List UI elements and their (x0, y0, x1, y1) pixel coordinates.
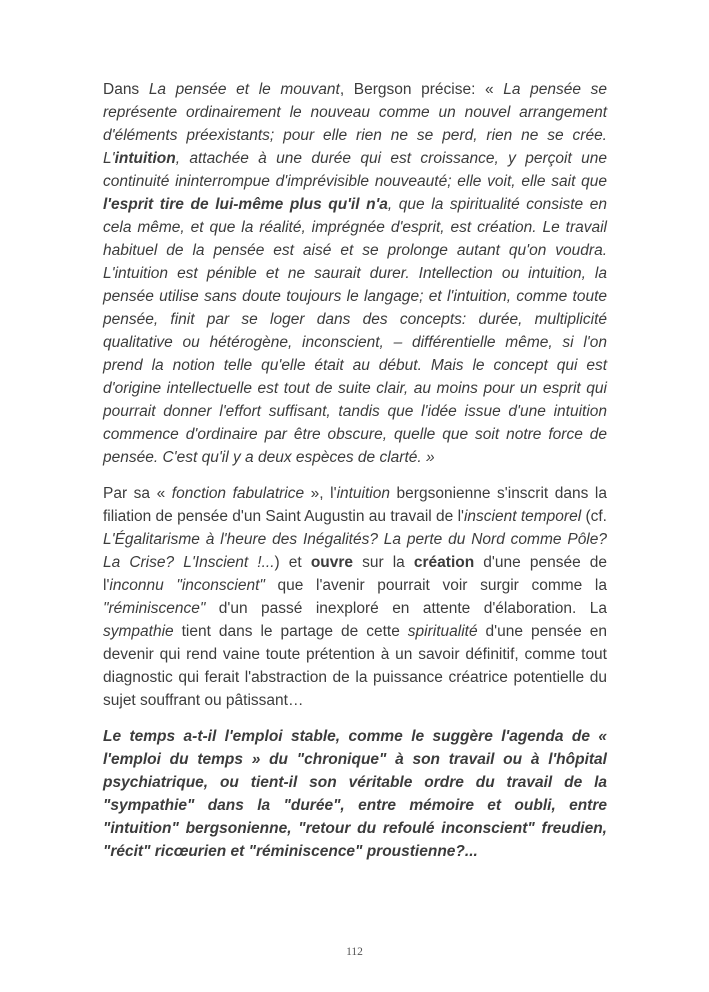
text-segment: fonction fabulatrice (171, 485, 305, 502)
text-segment: que l'avenir pourrait voir surgir comme la (264, 577, 607, 594)
text-segment: La pensée se représente ordinairement le nouveau comme un nouvel arrangement d'éléments préexistants; pour elle rien ne se perd, rien ne se crée. L' (103, 81, 607, 167)
text-segment: , Bergson précise: « (339, 81, 504, 98)
text-segment: d'un passé inexploré en attente d'élaboration. La (205, 600, 607, 617)
text-segment: création (413, 554, 475, 571)
text-segment: spiritualité (407, 623, 478, 640)
text-segment: l'esprit tire de lui-même plus qu'il n'a (103, 196, 388, 213)
text-segment: d'une pensée de l' (103, 554, 608, 594)
paragraph-bergson-quote (103, 78, 607, 469)
text-segment: Par sa « (103, 485, 172, 502)
text-segment: "réminiscence" (103, 600, 206, 617)
text-segment: sympathie (103, 623, 174, 640)
text-segment: inconnu "inconscient" (109, 577, 265, 594)
text-segment: (cf. (581, 508, 607, 525)
paragraph-question (103, 725, 607, 863)
text-segment: », l' (304, 485, 337, 502)
text-segment: bergsonienne s'inscrit dans la filiation de pensée d'un Saint Augustin au travail de l' (103, 485, 607, 525)
page-number: 112 (346, 946, 363, 958)
text-segment: intuition (336, 485, 390, 502)
page-content (103, 78, 607, 863)
text-segment: ouvre (310, 554, 354, 571)
text-segment: d'une pensée en devenir qui rend vaine toute prétention à un savoir définitif, comme tout diagnostic qui ferait l'abstraction de la puissance créatrice potentielle du sujet souffrant ou pâtissant… (103, 623, 608, 709)
text-segment: inscient temporel (463, 508, 582, 525)
text-segment: Le temps a-t-il l'emploi stable, comme le suggère l'agenda de « l'emploi du temps » du "chronique" à son travail ou à l'hôpital psychiatrique, ou tient-il son véritable ordre du travail de la "sympathie" dans la "durée", entre mémoire et oubli, entre "intuition" bergsonienne, "retour du refoulé inconscient" freudien, "récit" ricœurien et "réminiscence" proustienne?... (103, 728, 607, 860)
text-segment: La pensée et le mouvant (148, 81, 340, 98)
text-segment: ) et (274, 554, 311, 571)
paragraph-commentary (103, 482, 607, 712)
text-segment: , que la spiritualité consiste en cela même, et que la réalité, imprégnée d'esprit, est création. Le travail habituel de la pensée est aisé et se prolonge autant qu'on voudra. L'intuition est pénible et ne saurait durer. Intellection ou intuition, la pensée utilise sans doute toujours le langage; et l'intuition, comme toute pensée, finit par se loger dans des concepts: durée, multiplicité qualitative ou hétérogène, inconscient, – différentielle même, si l'on prend la notion telle qu'elle était au début. Mais le concept qui est d'origine intellectuelle est tout de suite clair, au moins pour un esprit qui pourrait donner l'effort suffisant, tandis que l'idée issue d'une intuition commence d'ordinaire par être obscure, quelle que soit notre force de pensée. C'est qu'il y a deux espèces de clarté. » (103, 196, 607, 466)
text-segment: , attachée à une durée qui est croissance, y perçoit une continuité ininterrompue d'imprévisible nouveauté; elle voit, elle sait que (103, 150, 607, 190)
text-segment: L'Égalitarisme à l'heure des Inégalités? La perte du Nord comme Pôle? La Crise? L'Inscient !... (103, 531, 607, 571)
text-segment: sur la (353, 554, 414, 571)
text-segment: intuition (114, 150, 176, 167)
text-segment: tient dans le partage de cette (173, 623, 408, 640)
text-segment: Dans (103, 81, 149, 98)
